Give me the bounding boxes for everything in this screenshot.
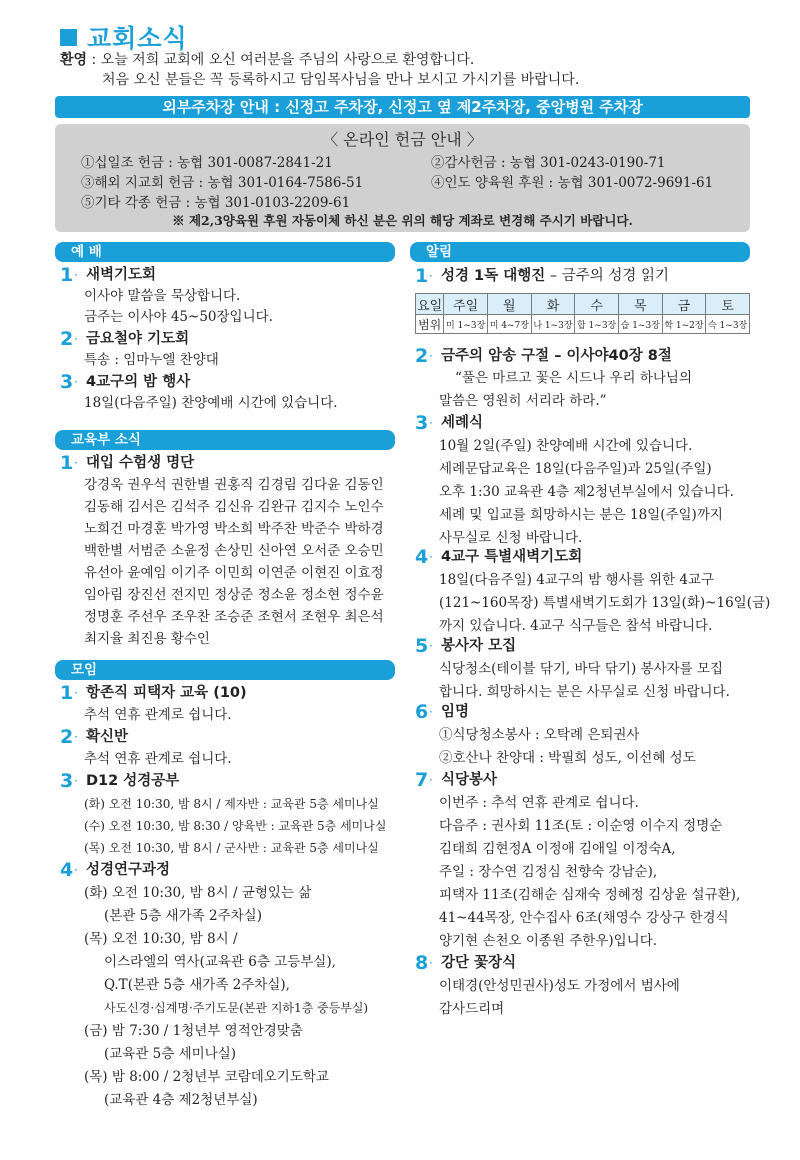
table-cell: 습 1~3장 xyxy=(618,315,662,334)
item-title: 성경연구과정 xyxy=(86,862,171,878)
item-line: “풀은 마르고 꽃은 시드나 우리 하나님의 xyxy=(455,370,693,386)
dot-icon: · xyxy=(74,375,78,389)
item-line: 합니다. 희망하시는 분은 사무실로 신청 바랍니다. xyxy=(439,684,730,700)
item-title: 대입 수험생 명단 xyxy=(86,455,195,471)
item-line: 이스라엘의 역사(교육관 6층 고등부실), xyxy=(104,954,336,970)
item-line: 금주는 이사야 45~50장입니다. xyxy=(84,309,273,325)
welcome-line-2: 처음 오신 분들은 꼭 등록하시고 담임목사님을 만나 보시고 가시기를 바랍니다. xyxy=(102,72,580,88)
table-row xyxy=(416,315,750,334)
item-line: 양기현 손천오 이종원 주한우)입니다. xyxy=(439,933,658,949)
item-number: 3 xyxy=(415,412,429,434)
item-line: 10월 2일(주일) 찬양예배 시간에 있습니다. xyxy=(439,438,693,454)
item-line: 18일(다음주일) 찬양예배 시간에 있습니다. xyxy=(84,395,338,411)
section-header-meeting: 모임 xyxy=(55,660,395,680)
student-names-line: 임아림 장진선 전지민 정상준 정소윤 정소현 정수윤 xyxy=(84,587,384,603)
page-title-block xyxy=(60,22,188,52)
item-title: 항존직 피택자 교육 (10) xyxy=(86,685,247,701)
item-line: (목) 오전 10:30, 밤 8시 / 군사반 : 교육관 5층 세미나실 xyxy=(84,841,379,855)
table-cell: 수 xyxy=(575,294,619,315)
item-line: 추석 연휴 관계로 쉽니다. xyxy=(84,707,232,723)
item-line: (화) 오전 10:30, 밤 8시 / 균형있는 삶 xyxy=(84,885,312,901)
item-number: 8 xyxy=(415,952,429,974)
offering-note: ※ 제2,3양육원 후원 자동이체 하신 분은 위의 해당 계좌로 변경해 주시기 바랍니다. xyxy=(172,213,633,228)
section-header-worship: 예 배 xyxy=(55,242,395,262)
item-title: 강단 꽃장식 xyxy=(441,955,517,971)
item-number: 3 xyxy=(60,770,74,792)
item-line: 이태경(안성민권사)성도 가정에서 범사에 xyxy=(439,978,680,994)
item-line: (교육관 5층 세미나실) xyxy=(104,1046,237,1062)
offering-account: ④인도 양육원 후원 : 농협 301-0072-9691-61 xyxy=(431,175,714,191)
table-cell: 합 1~3장 xyxy=(575,315,619,334)
item-title: 금주의 암송 구절 – 이사야40장 8절 xyxy=(441,348,672,364)
dot-icon: · xyxy=(429,956,433,970)
item-number: 1 xyxy=(60,452,74,474)
dot-icon: · xyxy=(74,686,78,700)
table-cell: 토 xyxy=(706,294,750,315)
item-number: 1 xyxy=(60,682,74,704)
dot-icon: · xyxy=(429,269,433,283)
table-cell: 금 xyxy=(662,294,706,315)
item-line: 주일 : 장수연 김정심 천향숙 강남순), xyxy=(439,864,658,880)
dot-icon: · xyxy=(74,730,78,744)
item-line: Q.T(본관 5층 새가족 2주차실), xyxy=(104,977,290,993)
dot-icon: · xyxy=(429,349,433,363)
item-number: 3 xyxy=(60,371,74,393)
item-number: 1 xyxy=(60,264,74,286)
student-names-line: 정명훈 주선우 조우찬 조승준 조현서 조현우 최은석 xyxy=(84,609,384,625)
item-line: 세례문답교육은 18일(다음주일)과 25일(주일) xyxy=(439,461,712,477)
welcome-label: 환영 xyxy=(60,52,88,68)
offering-title: 〈 온라인 헌금 안내 〉 xyxy=(322,130,483,149)
reading-subtitle: – 금주의 성경 읽기 xyxy=(545,268,669,284)
table-cell: 화 xyxy=(531,294,575,315)
table-cell: 목 xyxy=(618,294,662,315)
item-line: (교육관 4층 제2청년부실) xyxy=(104,1092,258,1108)
table-cell: 슥 1~3장 xyxy=(706,315,750,334)
item-line: 식당청소(테이블 닦기, 바닥 닦기) 봉사자를 모집 xyxy=(439,661,724,677)
item-number: 2 xyxy=(415,345,429,367)
item-line: (목) 밤 8:00 / 2청년부 코람데오기도학교 xyxy=(84,1069,329,1085)
table-cell: 요일 xyxy=(416,294,444,315)
item-line: 감사드리며 xyxy=(439,1001,505,1017)
item-title: 임명 xyxy=(441,704,470,720)
dot-icon: · xyxy=(429,773,433,787)
item-number: 7 xyxy=(415,769,429,791)
item-line: 41~44목장, 안수집사 6조(채영수 강상구 한경식 xyxy=(439,910,729,926)
item-line: 까지 있습니다. 4교구 식구들은 참석 바랍니다. xyxy=(439,618,713,634)
item-number: 6 xyxy=(415,701,429,723)
item-line: (본관 5층 새가족 2주차실) xyxy=(104,908,262,924)
reading-schedule-table xyxy=(415,293,750,334)
table-cell: 학 1~2장 xyxy=(662,315,706,334)
item-line: 김태희 김현정A 이정애 김애일 이정숙A, xyxy=(439,841,676,857)
dot-icon: · xyxy=(74,332,78,346)
student-names-line: 강경욱 권우석 권한별 권홍직 김경림 김다윤 김동인 xyxy=(84,477,384,493)
welcome-message xyxy=(60,50,760,90)
online-offering-box xyxy=(55,124,750,232)
dot-icon: · xyxy=(429,705,433,719)
offering-account: ①십일조 헌금 : 농협 301-0087-2841-21 xyxy=(81,155,333,171)
item-line: 사도신경·십계명·주기도문(본관 지하1층 중등부실) xyxy=(104,1001,369,1015)
dot-icon: · xyxy=(429,639,433,653)
item-number: 5 xyxy=(415,635,429,657)
reading-title: 성경 1독 대행진 xyxy=(441,268,546,284)
item-line: (수) 오전 10:30, 밤 8:30 / 양육반 : 교육관 5층 세미나실 xyxy=(84,819,387,833)
item-title: 확신반 xyxy=(86,729,129,745)
student-names-line: 최지율 최진용 황수인 xyxy=(84,631,210,647)
item-line: 추석 연휴 관계로 쉽니다. xyxy=(84,751,232,767)
item-line: 말씀은 영원히 서리라 하라.” xyxy=(439,393,607,409)
table-cell: 미 1~3장 xyxy=(444,315,488,334)
item-title: 세례식 xyxy=(441,415,484,431)
item-line: 다음주 : 권사회 11조(토 : 이순영 이수지 정명순 xyxy=(439,818,723,834)
dot-icon: · xyxy=(74,456,78,470)
item-title: 새벽기도회 xyxy=(86,267,157,283)
dot-icon: · xyxy=(74,774,78,788)
item-number: 2 xyxy=(60,726,74,748)
square-bullet-icon xyxy=(60,29,77,46)
offering-account: ⑤기타 각종 헌금 : 농협 301-0103-2209-61 xyxy=(81,195,351,211)
item-line: (화) 오전 10:30, 밤 8시 / 제자반 : 교육관 5층 세미나실 xyxy=(84,797,379,811)
item-line: (121~160목장) 특별새벽기도회가 13일(화)~16일(금) xyxy=(439,595,771,611)
item-title: 금요철야 기도회 xyxy=(86,331,190,347)
dot-icon: · xyxy=(429,416,433,430)
parking-banner: 외부주차장 안내 : 신정고 주차장, 신정고 옆 제2주차장, 중앙병원 주차장 xyxy=(55,96,750,118)
item-line: 이사야 말씀을 묵상합니다. xyxy=(84,288,241,304)
item-line: 세례 및 입교를 희망하시는 분은 18일(주일)까지 xyxy=(439,507,723,523)
item-line: (목) 오전 10:30, 밤 8시 / xyxy=(84,931,238,947)
offering-account: ③해외 지교회 헌금 : 농협 301-0164-7586-51 xyxy=(81,175,364,191)
section-header-notice: 알림 xyxy=(410,242,750,262)
table-cell: 주일 xyxy=(444,294,488,315)
item-title: 4교구 특별새벽기도회 xyxy=(441,549,583,565)
page-title: 교회소식 xyxy=(87,24,188,53)
item-line: ①식당청소봉사 : 오탁례 은퇴권사 xyxy=(439,727,640,743)
table-cell: 월 xyxy=(487,294,531,315)
offering-account: ②감사헌금 : 농협 301-0243-0190-71 xyxy=(431,155,666,171)
item-title: 봉사자 모집 xyxy=(441,638,517,654)
item-line: 오후 1:30 교육관 4층 제2청년부실에서 있습니다. xyxy=(439,484,734,500)
item-number: 4 xyxy=(415,546,429,568)
student-names-line: 노희건 마경훈 박가영 박소희 박주찬 박준수 박하경 xyxy=(84,521,384,537)
item-title xyxy=(441,266,669,286)
item-line: 피택자 11조(김해순 심재숙 정혜정 김상윤 설규환), xyxy=(439,887,741,903)
item-line: ②호산나 찬양대 : 박필희 성도, 이선혜 성도 xyxy=(439,750,696,766)
item-title: 4교구의 밤 행사 xyxy=(86,374,191,390)
item-line: 이번주 : 추석 연휴 관계로 쉽니다. xyxy=(439,795,639,811)
table-header-row xyxy=(416,294,750,315)
table-cell: 나 1~3장 xyxy=(531,315,575,334)
item-title: D12 성경공부 xyxy=(86,773,180,789)
student-names-line: 유선아 윤예임 이기주 이민희 이연준 이현진 이효정 xyxy=(84,565,384,581)
dot-icon: · xyxy=(429,550,433,564)
dot-icon: · xyxy=(74,863,78,877)
item-number: 1 xyxy=(415,265,429,287)
student-names-line: 백한별 서범준 소윤정 손상민 신아연 오서준 오승민 xyxy=(84,543,384,559)
item-line: 특송 : 임마누엘 찬양대 xyxy=(84,352,219,368)
item-number: 2 xyxy=(60,328,74,350)
item-line: 18일(다음주일) 4교구의 밤 행사를 위한 4교구 xyxy=(439,572,715,588)
section-header-education: 교육부 소식 xyxy=(55,430,395,450)
item-line: (금) 밤 7:30 / 1청년부 영적안경맞춤 xyxy=(84,1023,303,1039)
item-line: 사무실로 신청 바랍니다. xyxy=(439,530,583,546)
table-cell: 미 4~7장 xyxy=(487,315,531,334)
student-names-line: 김동해 김서은 김석주 김신유 김완규 김지수 노인수 xyxy=(84,499,384,515)
item-number: 4 xyxy=(60,859,74,881)
item-title: 식당봉사 xyxy=(441,772,498,788)
welcome-line-1: : 오늘 저희 교회에 오신 여러분을 주님의 사랑으로 환영합니다. xyxy=(91,52,475,68)
table-cell: 범위 xyxy=(416,315,444,334)
dot-icon: · xyxy=(74,268,78,282)
